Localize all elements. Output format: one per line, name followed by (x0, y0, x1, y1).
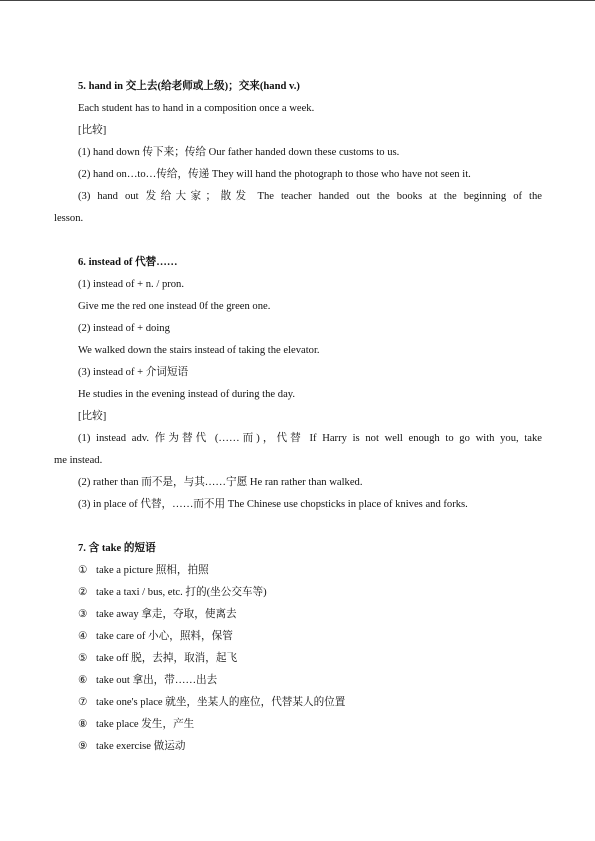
list-item-text: take exercise 做运动 (96, 741, 186, 752)
list-item (78, 586, 267, 600)
section-5-line-3: (1) hand down 传下来；传给 Our father handed down these customs to us. (78, 147, 400, 158)
list-marker: ⑦ (78, 697, 88, 708)
section-6-line-7: [比较] (78, 411, 107, 422)
list-marker: ⑧ (78, 719, 88, 730)
list-item-text: take out 拿出，带……出去 (96, 675, 218, 686)
list-item-text: take care of 小心，照料，保管 (96, 631, 233, 642)
section-6-line-5: (3) instead of + 介词短语 (78, 367, 189, 378)
section-5-line-6: lesson. (54, 213, 84, 224)
section-6-line-3: (2) instead of + doing (78, 323, 170, 334)
section-7-heading: 7. 含 take 的短语 (78, 543, 156, 554)
section-6-heading: 6. instead of 代替…… (78, 257, 178, 268)
section-5-line-5: (3) hand out 发给大家；散发 The teacher handed out the books at the beginning of the (78, 191, 542, 202)
list-marker: ⑨ (78, 741, 88, 752)
list-marker: ① (78, 565, 88, 576)
list-marker: ④ (78, 631, 88, 642)
list-marker: ⑤ (78, 653, 88, 664)
list-item-text: take place 发生，产生 (96, 719, 195, 730)
page-top-rule (0, 0, 595, 1)
list-item (78, 718, 194, 732)
section-5-line-2: [比较] (78, 125, 107, 136)
list-item (78, 564, 209, 578)
list-marker: ② (78, 587, 88, 598)
section-6-line-10: (2) rather than 而不是，与其……宁愿 He ran rather than walked. (78, 477, 363, 488)
list-item-text: take off 脱，去掉，取消，起飞 (96, 653, 238, 664)
section-6-line-9: me instead. (54, 455, 103, 466)
section-6-line-8: (1) instead adv. 作为替代 (……而)，代替 If Harry is not well enough to go with you, take (78, 433, 542, 444)
section-5-line-4: (2) hand on…to…传给，传递 They will hand the photograph to those who have not seen it. (78, 169, 471, 180)
list-item (78, 696, 345, 710)
section-6-line-6: He studies in the evening instead of during the day. (78, 389, 296, 400)
list-item (78, 608, 237, 622)
list-item (78, 740, 185, 754)
list-marker: ⑥ (78, 675, 88, 686)
list-item-text: take a picture 照相，拍照 (96, 565, 209, 576)
list-item-text: take a taxi / bus, etc. 打的(坐公交车等) (96, 587, 267, 598)
list-item (78, 652, 237, 666)
list-marker: ③ (78, 609, 88, 620)
section-6-line-11: (3) in place of 代替，……而不用 The Chinese use chopsticks in place of knives and forks. (78, 499, 468, 510)
section-5-heading: 5. hand in 交上去(给老师或上级)；交来(hand v.) (78, 81, 300, 92)
section-5-line-1: Each student has to hand in a composition once a week. (78, 103, 315, 114)
list-item-text: take away 拿走，夺取，使离去 (96, 609, 237, 620)
section-6-line-1: (1) instead of + n. / pron. (78, 279, 185, 290)
section-6-line-2: Give me the red one instead 0f the green one. (78, 301, 271, 312)
list-item (78, 630, 233, 644)
list-item (78, 674, 217, 688)
list-item-text: take one's place 就坐，坐某人的座位，代替某人的位置 (96, 697, 346, 708)
section-6-line-4: We walked down the stairs instead of taking the elevator. (78, 345, 320, 356)
